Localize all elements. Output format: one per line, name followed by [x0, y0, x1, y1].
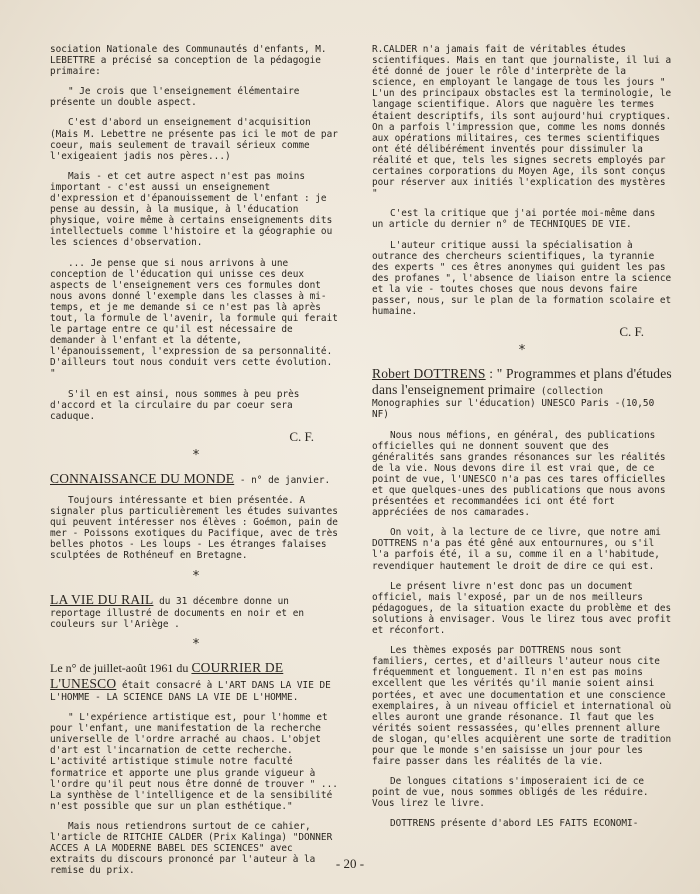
magazine-title: LA VIE DU RAIL: [50, 591, 154, 607]
paragraph: R.CALDER n'a jamais fait de véritables études scientifiques. Mais en tant que journaliste, il lui a été donné de jouer le rôle d'interprète de la science, en employant le langage de tous les jours " L'un des principaux obstacles est la terminologie, le langage scientifique. Alors que naguère les termes étaient descriptifs, ils sont aujourd'hui cryptiques. On a parfois l'impression que, comme les noms donnés aux opérations militaires, ces termes scientifiques ont été délibérément inventés pour dissimuler la réalité et que, tels les signes secrets employés par certaines corporations du Moyen Age, ils sont conçus pour réserver aux initiés l'explication des mystères ": [372, 44, 672, 200]
paragraph-text: était consacré à L'ART DANS LA VIE DE L'HOMME - LA SCIENCE DANS LA VIE DE L'HOMME.: [50, 679, 331, 703]
paragraph: Nous nous méfions, en général, des publications officielles qui ne donnent souvent que des généralités sans grandes résonances sur les réalités de la vie. Nous devons dire il est vrai que, de ce point de vue, l'UNESCO n'a pas ces tares officielles et que quelques-unes des publications que nous avons présentées et recommandées ici ont été fort appréciées de nos camarades.: [372, 429, 666, 519]
paragraph: S'il en est ainsi, nous sommes à peu près d'accord et la circulaire du par coeur sera caduque.: [50, 388, 300, 422]
paragraph: Le présent livre n'est donc pas un document officiel, mais l'exposé, par un de nos meilleurs pédagogues, de la situation exacte du problème et des solutions à envisager. Vous le lirez tous avec profit et réconfort.: [372, 580, 672, 637]
book-publication: (collection Monographies sur l'éducation) UNESCO Paris -(10,50 NF): [372, 386, 655, 421]
paragraph: Toujours intéressante et bien présentée. A signaler plus particulièrement les études suivantes qui peuvent intéresser nos élèves : Goémon, pain de mer - Poissons exotiques du Pacifique, avec de très belles photos - Les loups - Les étranges falaises sculptées de Rothéneuf en Bretagne.: [50, 495, 338, 562]
magazine-issue: - n° de janvier.: [234, 475, 331, 486]
paragraph: C'est la critique que j'ai portée moi-même dans un article du dernier n° de TECHNIQUES DE VIE.: [372, 208, 656, 231]
magazine-title: CONNAISSANCE DU MONDE: [50, 471, 235, 486]
left-column: [50, 44, 342, 877]
rail-paragraph: [50, 592, 342, 630]
paragraph: Mais - et cet autre aspect n'est pas moins important - c'est aussi un enseignement d'expression et d'épanouissement de l'enfant : je pense au dessin, à la musique, à l'éducation physique, voire même à certains enseignements dits intellectuels comme l'histoire et la géographie ou les sciences d'observation.: [50, 170, 333, 249]
separator-star: *: [192, 568, 200, 584]
separator-star: *: [192, 447, 200, 463]
paragraph-text: du 31 décembre donne un reportage illustré de documents en noir et en couleurs sur l'Ariège .: [50, 595, 304, 630]
unesco-paragraph: [50, 660, 342, 703]
separator-star: *: [192, 636, 200, 652]
separator-star: *: [518, 343, 526, 359]
paragraph: L'auteur critique aussi la spécialisation à outrance des chercheurs scientifiques, la tyrannie des experts " ces êtres anonymes qui guident les pas des profanes ", l'absence de liaison entre la science et la vie - toutes choses que nous devons faire passer, nous, sur le plan de la formation scolaire et humaine.: [372, 239, 672, 318]
quote-paragraph: " L'expérience artistique est, pour l'homme et pour l'enfant, une manifestation de la recherche universelle de l'ordre arraché au chaos. L'objet d'art est l'incarnation de cette recherche. L'activité artistique stimule notre faculté formatrice et apporte une plus grande vigueur à l'ordre qu'il peut nous être donné de trouver " ... La synthèse de l'intelligence et de la sensibilité n'est possible que sur un plan esthétique.": [50, 712, 338, 812]
signature: C. F.: [619, 324, 644, 340]
issue-intro: Le n° de juillet-août 1961 du: [50, 660, 192, 675]
paragraph: C'est d'abord un enseignement d'acquisition (Mais M. Lebettre ne présente pas ici le mot de par coeur, mais seulement de travail sérieux comme l'exigeaient jadis nos pères...): [50, 117, 338, 162]
book-heading: [372, 366, 672, 420]
connaissance-heading: [50, 471, 342, 487]
paragraph: " Je crois que l'enseignement élémentaire présente un double aspect.: [50, 86, 300, 109]
book-author: Robert DOTTRENS: [372, 366, 486, 382]
book-title: : " Programmes et plans d'études dans l'enseignement primaire: [372, 366, 672, 398]
signature: C. F.: [289, 428, 314, 444]
paragraph: Les thèmes exposés par DOTTRENS nous sont familiers, certes, et d'ailleurs l'auteur nous cite fréquemment et longuement. Il n'en est pas moins excellent que les vérités qu'il manie soient ainsi portées, et avec une documentation et une conscience exemplaires, à un niveau officiel et international où elles auront une grande résonance. Il faut que les vérités soient ressassées, qu'elles prennent allure de slogan, qu'elles acquièrent une sorte de tradition pour que le monde s'en saisisse un jour pour les faire passer dans les réalités de la vie.: [372, 645, 672, 768]
paragraph: sociation Nationale des Communautés d'enfants, M. LEBETTRE a précisé sa conception de la pédagogie primaire:: [50, 44, 327, 78]
paragraph: DOTTRENS présente d'abord LES FAITS ECONOMI-: [390, 818, 639, 830]
paragraph: ... Je pense que si nous arrivons à une conception de l'éducation qui unisse ces deux aspects de l'enseignement vers ces formules dont nous avons donné l'exemple dans les classes à mi-temps, et je me demande si ce n'est pas là après tout, la formule de l'avenir, la formule qui ferait le partage entre ce qu'il est nécessaire de demander à l'enfant et la détente, l'épanouissement, l'expression de sa personnalité. D'ailleurs tout nous conduit vers cette évolution. ": [50, 257, 338, 380]
paragraph: De longues citations s'imposeraient ici de ce point de vue, nous sommes obligés de les réduire. Vous lirez le livre.: [372, 776, 649, 810]
paragraph: On voit, à la lecture de ce livre, que notre ami DOTTRENS n'a pas été gêné aux entournures, ou s'il l'a parfois été, il a su, comme il en a l'habitude, revendiquer hautement le droit de dire ce qui est.: [372, 527, 661, 572]
magazine-title: COURRIER DE L'UNESCO: [50, 659, 284, 691]
paragraph: Mais nous retiendrons surtout de ce cahier, l'article de RITCHIE CALDER (Prix Kalinga) "DONNER ACCES A LA MODERNE BABEL DES SCIENCES" avec extraits du discours prononcé par l'auteur à la remise du prix.: [50, 820, 333, 877]
right-column: [372, 44, 672, 864]
page-number: - 20 -: [335, 856, 365, 871]
